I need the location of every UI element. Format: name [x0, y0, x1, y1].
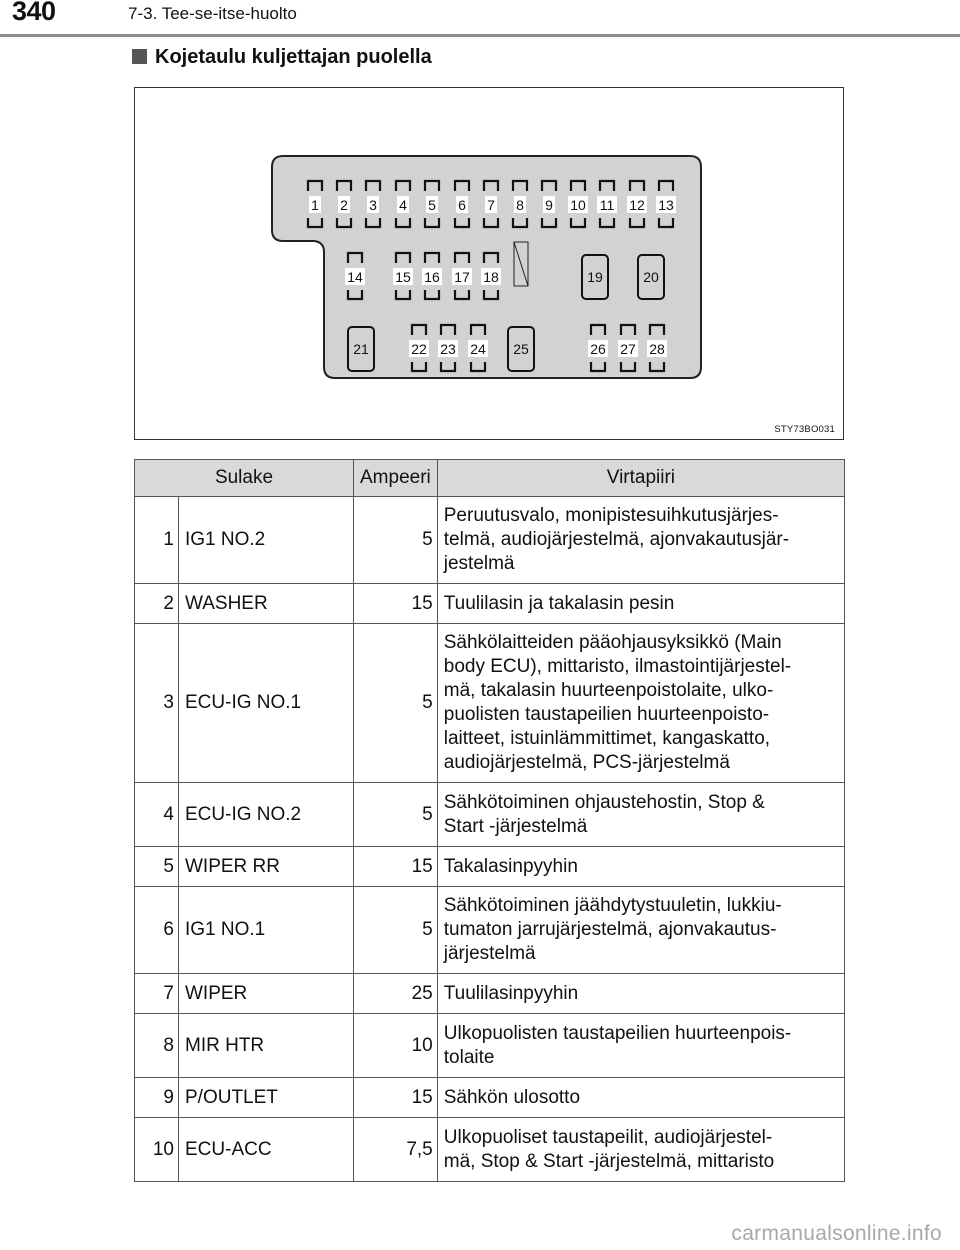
cell-num: 7	[135, 974, 179, 1014]
square-bullet-icon	[132, 49, 147, 64]
table-row	[135, 624, 845, 783]
cell-num: 9	[135, 1078, 179, 1118]
fuse-label: 8	[516, 197, 524, 213]
cell-amp: 25	[354, 974, 438, 1014]
table-row	[135, 1118, 845, 1182]
table-row	[135, 887, 845, 974]
table-row	[135, 1078, 845, 1118]
table-row	[135, 974, 845, 1014]
page-header	[0, 0, 960, 34]
fuse-label: 28	[649, 341, 665, 357]
fuse-label: 16	[424, 269, 440, 285]
figure-code: STY73BO031	[774, 424, 835, 435]
cell-amp: 5	[354, 624, 438, 783]
cell-circuit: Ulkopuoliset taustapeilit, audiojärjestel- mä, Stop & Start -järjestelmä, mittaristo	[437, 1118, 844, 1182]
fuse-label: 21	[353, 341, 369, 357]
cell-num: 3	[135, 624, 179, 783]
fuse-label: 25	[513, 341, 529, 357]
cell-amp: 10	[354, 1014, 438, 1078]
fuse-label: 13	[658, 197, 674, 213]
cell-circuit: Peruutusvalo, monipistesuihkutusjärjes- telmä, audiojärjestelmä, ajonvakautusjär- jestelmä	[437, 497, 844, 584]
fuse-label: 19	[587, 269, 603, 285]
header-sulake: Sulake	[135, 460, 354, 497]
fuse-label: 1	[311, 197, 319, 213]
fuse-label: 12	[629, 197, 645, 213]
cell-circuit: Tuulilasin ja takalasin pesin	[437, 584, 844, 624]
cell-amp: 5	[354, 887, 438, 974]
cell-name: ECU-IG NO.2	[179, 783, 354, 847]
cell-num: 5	[135, 847, 179, 887]
table-row	[135, 847, 845, 887]
watermark: carmanualsonline.info	[731, 1222, 942, 1245]
cell-amp: 15	[354, 847, 438, 887]
fuse-label: 23	[440, 341, 456, 357]
cell-name: P/OUTLET	[179, 1078, 354, 1118]
cell-circuit: Sähkötoiminen ohjaustehostin, Stop & Start -järjestelmä	[437, 783, 844, 847]
fuse-label: 6	[458, 197, 466, 213]
fuse-label: 15	[395, 269, 411, 285]
cell-name: IG1 NO.2	[179, 497, 354, 584]
fuse-label: 27	[620, 341, 636, 357]
cell-circuit: Takalasinpyyhin	[437, 847, 844, 887]
table-row	[135, 783, 845, 847]
table-row	[135, 584, 845, 624]
header-virtapiiri: Virtapiiri	[437, 460, 844, 497]
cell-name: IG1 NO.1	[179, 887, 354, 974]
cell-num: 6	[135, 887, 179, 974]
cell-num: 8	[135, 1014, 179, 1078]
fuse-label: 7	[487, 197, 495, 213]
chapter-title: 7-3. Tee-se-itse-huolto	[128, 4, 297, 23]
cell-name: WIPER RR	[179, 847, 354, 887]
fuse-label: 2	[340, 197, 348, 213]
cell-amp: 15	[354, 1078, 438, 1118]
page-number: 340	[12, 0, 56, 26]
fuse-21	[348, 327, 374, 371]
cell-num: 10	[135, 1118, 179, 1182]
fuse-label: 26	[590, 341, 606, 357]
fuse-box-figure	[134, 87, 844, 440]
cell-amp: 5	[354, 497, 438, 584]
fuse-label: 11	[599, 197, 615, 213]
cell-circuit: Ulkopuolisten taustapeilien huurteenpois- tolaite	[437, 1014, 844, 1078]
cell-circuit: Tuulilasinpyyhin	[437, 974, 844, 1014]
cell-circuit: Sähkötoiminen jäähdytystuuletin, lukkiu- tumaton jarrujärjestelmä, ajonvakautus- järjestelmä	[437, 887, 844, 974]
fuse-20	[638, 255, 664, 299]
header-ampeeri: Ampeeri	[354, 460, 438, 497]
cell-circuit: Sähkölaitteiden pääohjausyksikkö (Main body ECU), mittaristo, ilmastointijärjestel- mä, takalasin huurteenpoistolaite, ulko- puolisten taustapeilien huurteenpoisto- laitteet, istuinlämmittimet, kangaskatto, audiojärjestelmä, PCS-järjestelmä	[437, 624, 844, 783]
fuse-label: 9	[545, 197, 553, 213]
cell-num: 2	[135, 584, 179, 624]
table-row	[135, 497, 845, 584]
cell-name: ECU-ACC	[179, 1118, 354, 1182]
section-heading	[132, 46, 432, 69]
cell-num: 4	[135, 783, 179, 847]
fuse-label: 17	[454, 269, 470, 285]
fuse-19	[582, 255, 608, 299]
fuse-label: 5	[428, 197, 436, 213]
cell-name: WASHER	[179, 584, 354, 624]
cell-name: WIPER	[179, 974, 354, 1014]
cell-name: ECU-IG NO.1	[179, 624, 354, 783]
fuse-label: 22	[411, 341, 427, 357]
fuse-label: 24	[470, 341, 486, 357]
fuse-box-diagram	[135, 88, 843, 439]
section-title: Kojetaulu kuljettajan puolella	[155, 46, 432, 68]
cell-circuit: Sähkön ulosotto	[437, 1078, 844, 1118]
cell-amp: 5	[354, 783, 438, 847]
cell-num: 1	[135, 497, 179, 584]
fuse-label: 10	[570, 197, 586, 213]
header-rule	[0, 34, 960, 37]
cell-amp: 7,5	[354, 1118, 438, 1182]
table-header-row	[135, 460, 845, 497]
fuse-label: 4	[399, 197, 407, 213]
cell-name: MIR HTR	[179, 1014, 354, 1078]
fuse-label: 18	[483, 269, 499, 285]
cell-amp: 15	[354, 584, 438, 624]
fuse-25	[508, 327, 534, 371]
fuse-table	[134, 459, 845, 1182]
table-row	[135, 1014, 845, 1078]
fuse-label: 20	[643, 269, 659, 285]
fuse-label: 14	[347, 269, 363, 285]
fuse-label: 3	[369, 197, 377, 213]
